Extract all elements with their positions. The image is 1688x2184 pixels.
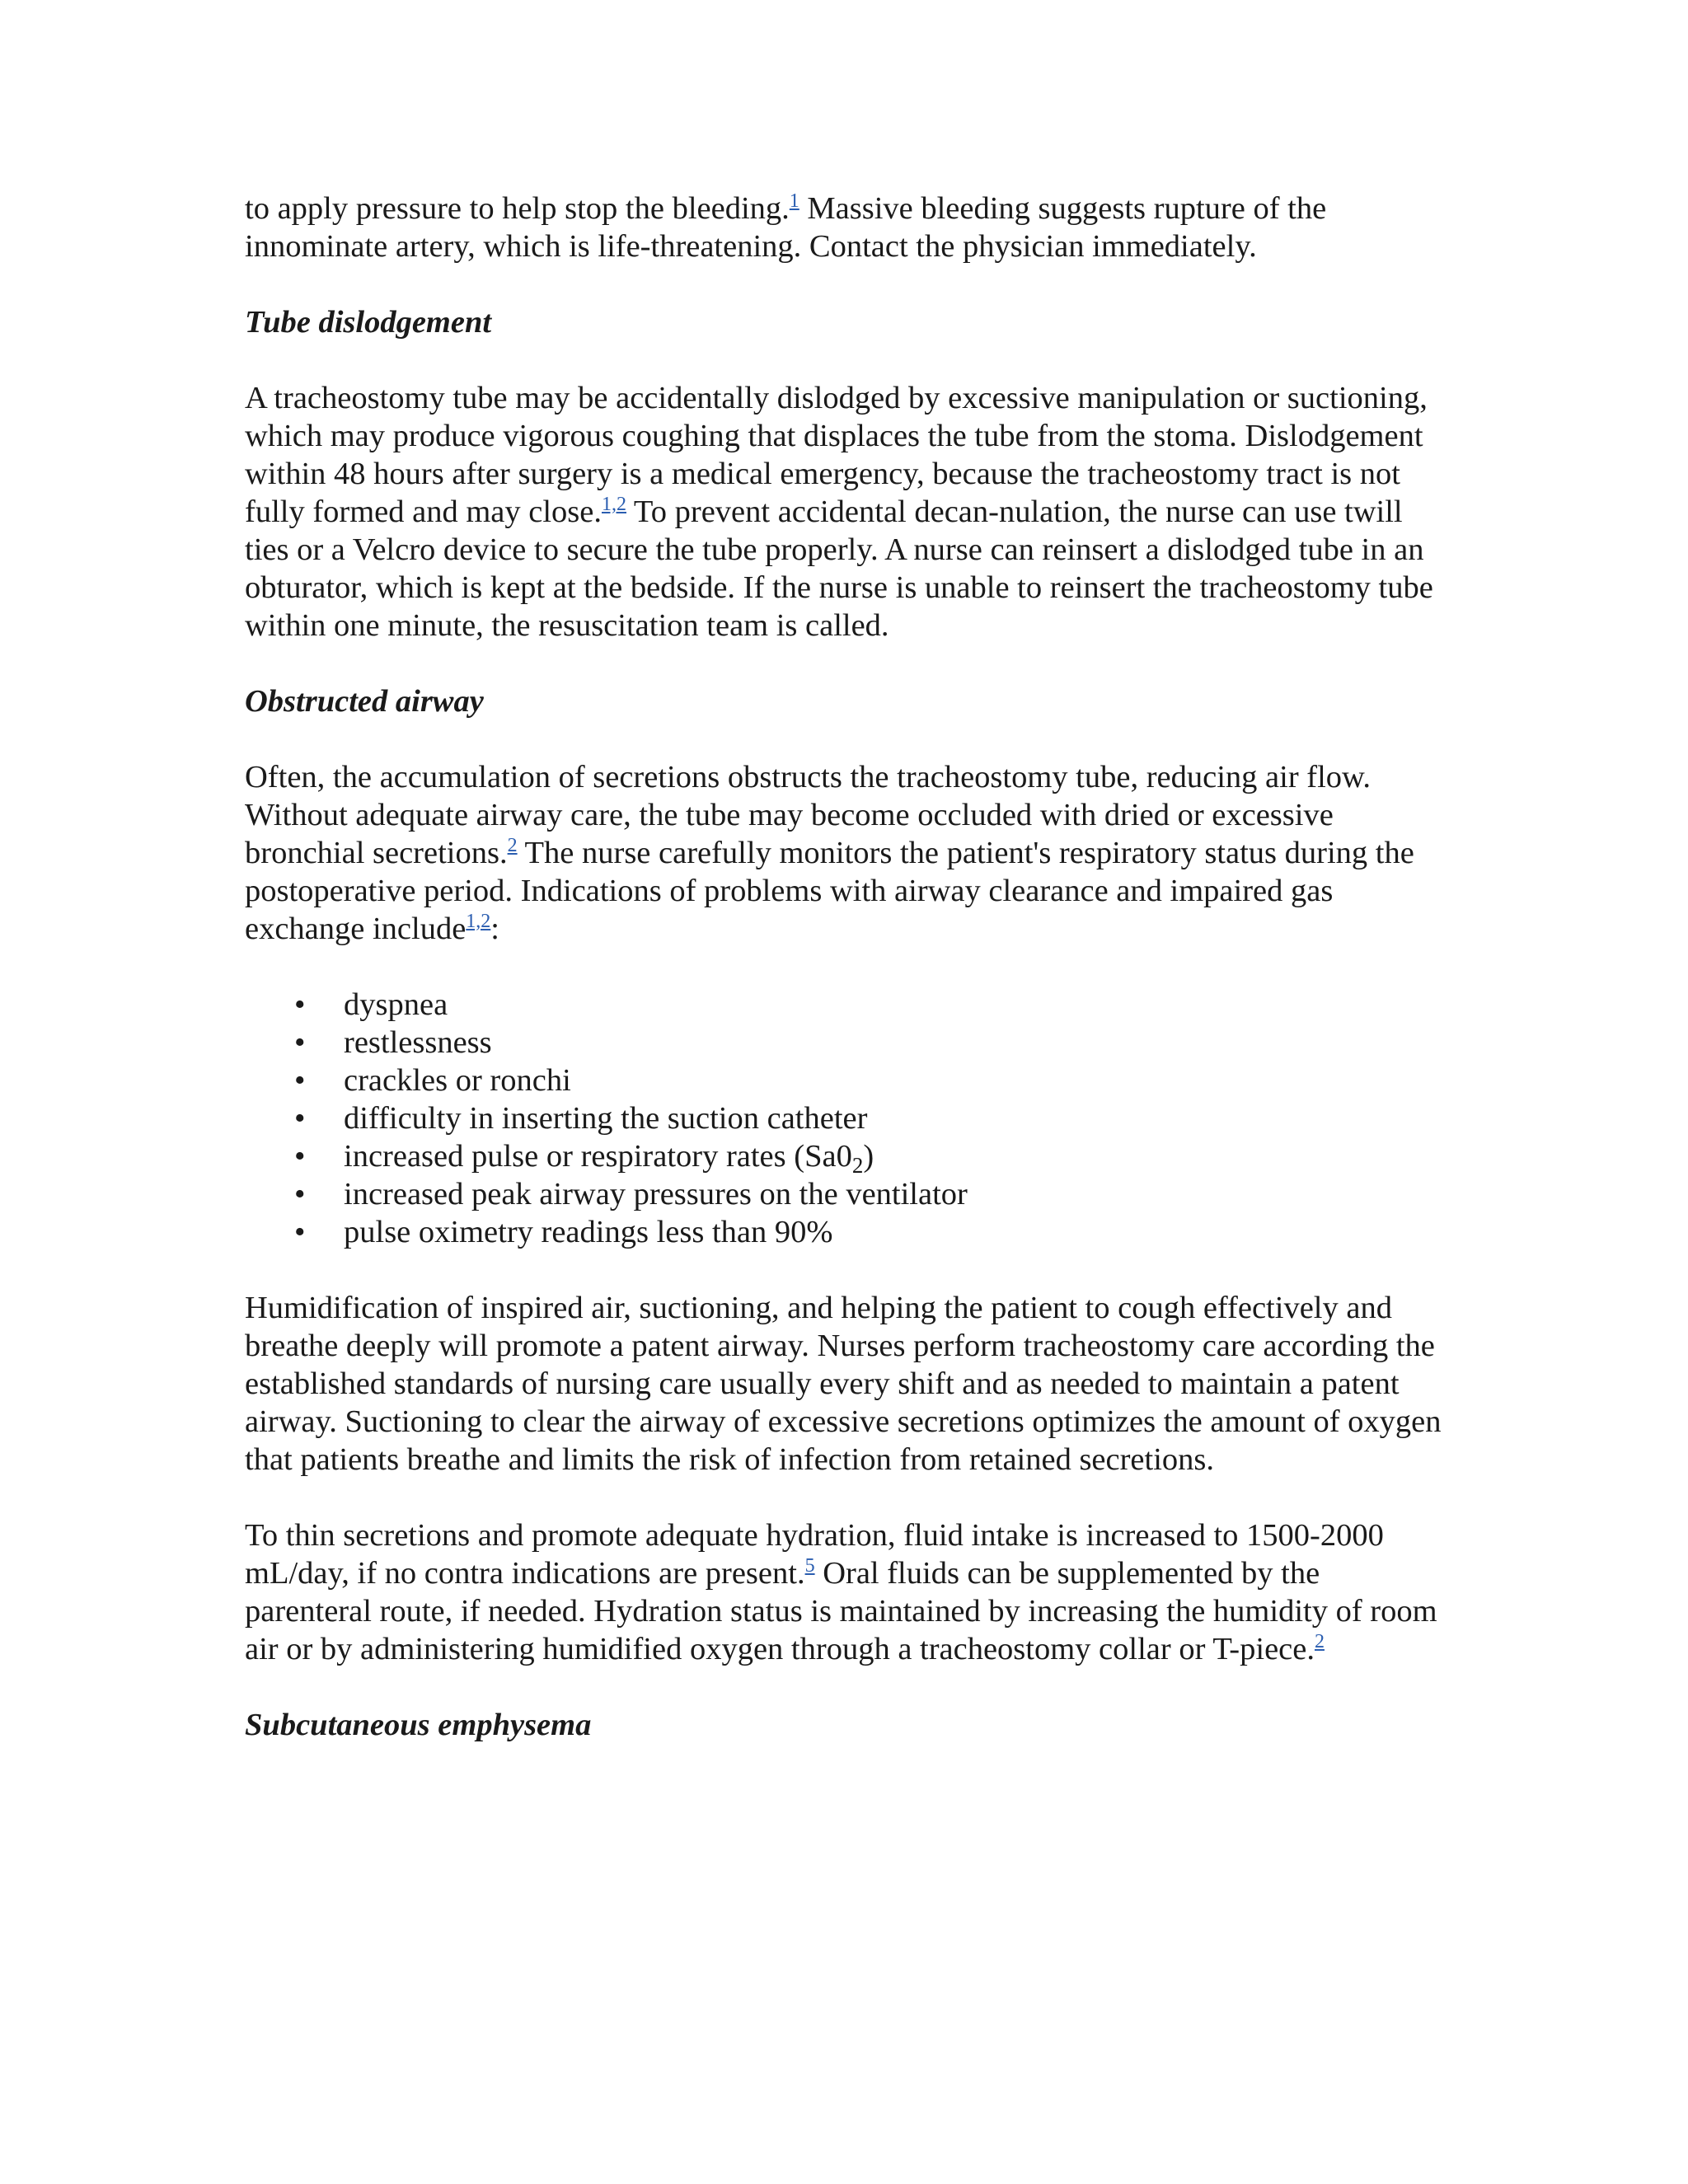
paragraph-text: To thin secretions and promote adequate hydration, fluid intake is increased to 1500-2000 mL/day, if no contra indications are present. [245, 1518, 1384, 1591]
list-item-text: crackles or ronchi [344, 1063, 571, 1098]
list-item-text: ) [863, 1139, 874, 1174]
paragraph-text: A tracheostomy tube may be accidentally dislodged by excessive manipulation or suctioning, which may produce vigorous coughing that displaces the tube from the stoma. Dislodgement within 48 hours after surgery is a medical emergency, because the tracheostomy tract is not fully formed and may close. [245, 381, 1428, 529]
list-item-text: dyspnea [344, 987, 448, 1022]
list-item-text: increased peak airway pressures on the ventilator [344, 1177, 968, 1212]
citation-link[interactable]: 2 [507, 835, 518, 856]
paragraph-hydration [245, 1516, 1448, 1668]
subscript: 2 [851, 1153, 864, 1178]
bullet-icon: • [294, 1215, 306, 1249]
paragraph-bleeding [245, 190, 1448, 265]
paragraph-text: To prevent accidental decan-nulation, the nurse can use twill ties or a Velcro device to secure the tube properly. A nurse can reinsert a dislodged tube in an obturator, which is kept at the bedside. If the nurse is unable to reinsert the tracheostomy tube within one minute, the resuscitation team is called. [245, 494, 1433, 643]
citation-link[interactable]: 1,2 [602, 494, 626, 515]
list-item [245, 1213, 1448, 1251]
bullet-icon: • [294, 1025, 306, 1060]
bullet-icon: • [294, 1139, 306, 1174]
list-item-text: increased pulse or respiratory rates (Sa0 [344, 1139, 852, 1174]
paragraph-tube-dislodgement [245, 379, 1448, 644]
bullet-icon: • [294, 1063, 306, 1098]
list-item-text: restlessness [344, 1025, 492, 1060]
paragraph-text: Massive bleeding suggests rupture of the innominate artery, which is life-threatening. Contact the physician immediately. [245, 191, 1327, 264]
paragraph-obstructed-airway [245, 758, 1448, 948]
paragraph-text: Oral fluids can be supplemented by the parenteral route, if needed. Hydration status is maintained by increasing the humidity of room air or by administering humidified oxygen through a tracheostomy collar or T-piece. [245, 1556, 1437, 1666]
list-item [245, 1175, 1448, 1213]
paragraph-humidification: Humidification of inspired air, suctioning, and helping the patient to cough effectively and breathe deeply will promote a patent airway. Nurses perform tracheostomy care according the established standards of nursing care usually every shift and as needed to maintain a patent airway. Suctioning to clear the airway of excessive secretions optimizes the amount of oxygen that patients breathe and limits the risk of infection from retained secretions. [245, 1291, 1442, 1477]
citation-link[interactable]: 5 [804, 1555, 815, 1577]
paragraph-text: Often, the accumulation of secretions obstructs the tracheostomy tube, reducing air flow. Without adequate airway care, the tube may become occluded with dried or excessive bronchial secretions. [245, 760, 1371, 870]
bullet-icon: • [294, 987, 306, 1022]
list-item [245, 1062, 1448, 1099]
document-page [245, 190, 1448, 1782]
bullet-icon: • [294, 1177, 306, 1212]
heading-tube-dislodgement: Tube dislodgement [245, 305, 492, 340]
citation-link[interactable]: 1 [789, 190, 799, 212]
paragraph-text: to apply pressure to help stop the bleeding. [245, 191, 790, 226]
heading-obstructed-airway: Obstructed airway [245, 684, 484, 719]
bullet-icon: • [294, 1101, 306, 1136]
paragraph-text: The nurse carefully monitors the patient's respiratory status during the postoperative period. Indications of problems with airway clearance and impaired gas exchange include [245, 836, 1414, 946]
heading-subcutaneous-emphysema: Subcutaneous emphysema [245, 1708, 592, 1742]
paragraph-text: : [490, 912, 499, 946]
list-item [245, 1024, 1448, 1062]
list-item-text: pulse oximetry readings less than 90% [344, 1215, 833, 1249]
symptom-list [245, 986, 1448, 1251]
list-item-text: difficulty in inserting the suction catheter [344, 1101, 868, 1136]
citation-link[interactable]: 2 [1314, 1631, 1325, 1652]
citation-link[interactable]: 1,2 [466, 911, 491, 932]
list-item [245, 986, 1448, 1024]
list-item [245, 1137, 1448, 1178]
list-item [245, 1099, 1448, 1137]
